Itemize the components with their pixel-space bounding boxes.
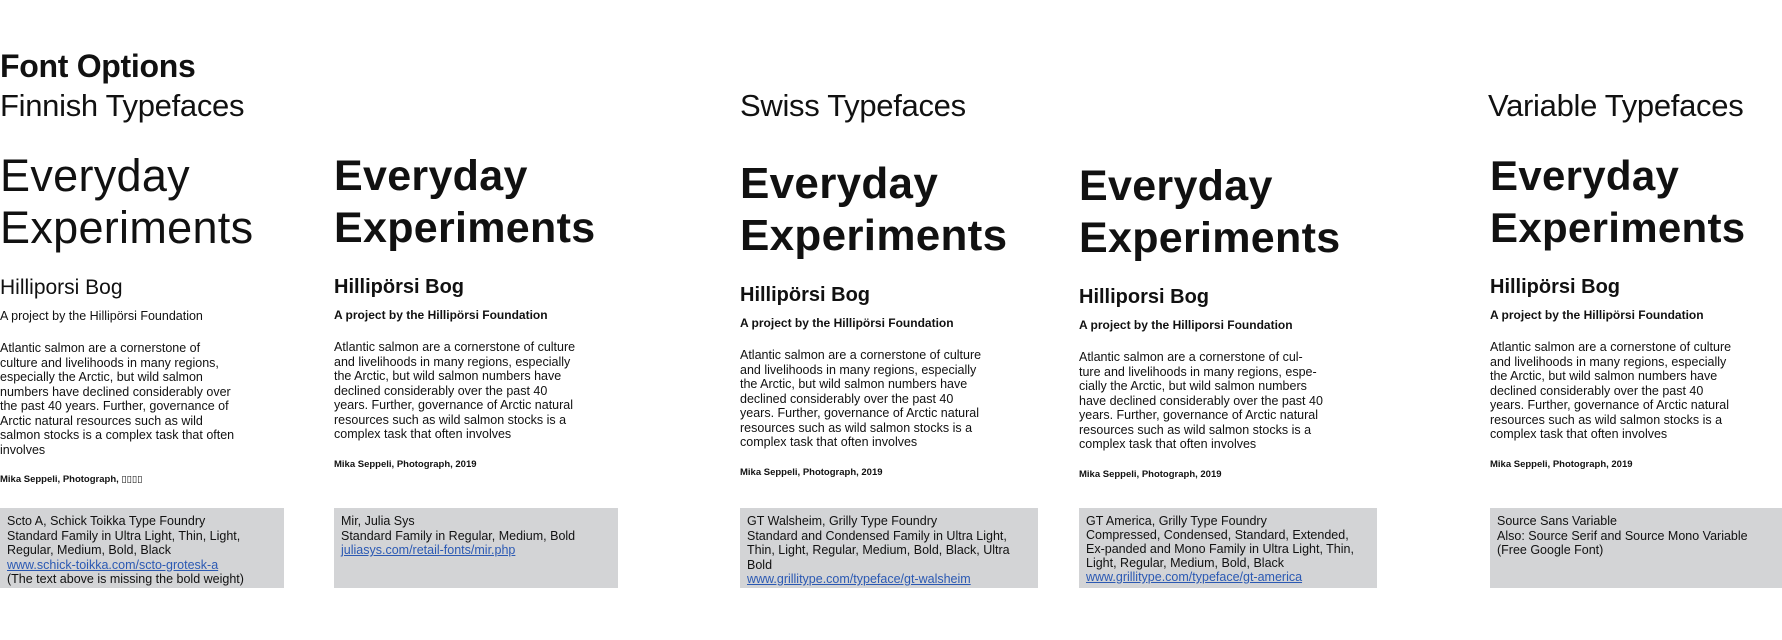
info-note: (The text above is missing the bold weight) xyxy=(7,572,244,586)
info-foundry: Scto A, Schick Toikka Type Foundry xyxy=(7,514,206,528)
info-family: Standard Family in Regular, Medium, Bold xyxy=(341,528,576,543)
info-foundry: Mir, Julia Sys xyxy=(341,514,415,528)
info-box-scto xyxy=(0,508,284,588)
headline-line-2: Experiments xyxy=(740,211,1008,260)
headline-line-1: Everyday xyxy=(740,159,939,208)
sample-subtitle: A project by the Hillipörsi Foundation xyxy=(0,309,203,323)
info-foundry: GT Walsheim, Grilly Type Foundry xyxy=(747,514,938,528)
info-box-mir xyxy=(334,508,618,588)
headline-line-2: Experiments xyxy=(1490,204,1746,251)
group-label-swiss: Swiss Typefaces xyxy=(740,88,966,123)
sample-body-text: Atlantic salmon are a cornerstone of culture and livelihoods in many regions, especially the Arctic, but wild salmon numbers have declined considerably over the past 40 years. Further, governance of Arctic natural resources such as wild salmon stocks is a complex task that often involves xyxy=(740,348,982,449)
sample-headline xyxy=(1490,150,1750,254)
sample-project-title: Hillipörsi Bog xyxy=(740,284,870,306)
sample-body-text: Atlantic salmon are a cornerstone of culture and livelihoods in many regions, especially the Arctic, but wild salmon numbers have declined considerably over the past 40 years. Further, governance of Arctic natural resources such as wild salmon stocks is a complex task that often involves xyxy=(1490,340,1732,441)
headline-line-2: Experiments xyxy=(334,204,596,252)
info-box-source-sans xyxy=(1490,508,1782,588)
info-note: (Free Google Font) xyxy=(1497,543,1604,557)
sample-subtitle: A project by the Hilliporsi Foundation xyxy=(1079,318,1293,332)
info-box-gt-walsheim xyxy=(740,508,1038,588)
font-sample-source-sans xyxy=(1490,150,1750,470)
sample-body-text: Atlantic salmon are a cornerstone of culture and livelihoods in many regions, especially the Arctic, but wild salmon numbers have declined considerably over the past 40 years. Further, governance of Arctic natural resources such as wild salmon stocks is a complex task that often involves xyxy=(0,341,235,457)
sample-project-title: Hillipörsi Bog xyxy=(1490,276,1620,298)
font-sample-gt-america xyxy=(1079,160,1349,480)
info-family: Also: Source Serif and Source Mono Variable xyxy=(1497,528,1748,543)
sample-caption: Mika Seppeli, Photograph, 2019 xyxy=(334,458,477,470)
sample-body-text: Atlantic salmon are a cornerstone of cul-ture and livelihoods in many regions, espe-cially the Arctic, but wild salmon numbers have declined considerably over the past 40 years. Further, governance of Arctic natural resources such as wild salmon stocks is a complex task that often involves xyxy=(1079,350,1323,451)
sample-caption: Mika Seppeli, Photograph, 2019 xyxy=(1490,458,1633,470)
info-family: Standard and Condensed Family in Ultra Light, Thin, Light, Regular, Medium, Bold, Black, Ultra Bold xyxy=(747,528,1010,572)
sample-project-title: Hilliporsi Bog xyxy=(1079,286,1209,308)
headline-line-1: Everyday xyxy=(1079,162,1273,210)
headline-line-1: Everyday xyxy=(334,152,528,200)
info-link[interactable]: juliasys.com/retail-fonts/mir.php xyxy=(341,543,516,557)
sample-headline xyxy=(740,158,1008,262)
sample-project-title: Hillipörsi Bog xyxy=(334,276,464,298)
info-font-name: Source Sans Variable xyxy=(1497,514,1617,528)
sample-subtitle: A project by the Hillipörsi Foundation xyxy=(334,308,548,322)
sample-caption: Mika Seppeli, Photograph, ▯▯▯▯ xyxy=(0,474,143,485)
sample-headline xyxy=(0,150,254,254)
sample-subtitle: A project by the Hillipörsi Foundation xyxy=(1490,308,1704,322)
sample-caption: Mika Seppeli, Photograph, 2019 xyxy=(1079,468,1222,480)
sample-subtitle: A project by the Hillipörsi Foundation xyxy=(740,316,954,330)
headline-line-1: Everyday xyxy=(1490,152,1680,199)
sample-headline xyxy=(334,150,596,254)
sample-caption: Mika Seppeli, Photograph, 2019 xyxy=(740,466,883,478)
info-link[interactable]: www.grillitype.com/typeface/gt-walsheim xyxy=(747,572,971,586)
headline-line-2: Experiments xyxy=(1079,214,1341,262)
info-box-gt-america xyxy=(1079,508,1377,588)
sample-headline xyxy=(1079,160,1349,264)
info-foundry: GT America, Grilly Type Foundry xyxy=(1086,514,1267,528)
info-link[interactable]: www.grillitype.com/typeface/gt-america xyxy=(1086,570,1303,584)
headline-line-1: Everyday xyxy=(0,150,190,201)
page-title: Font Options xyxy=(0,48,196,84)
font-sample-gt-walsheim xyxy=(740,158,1008,478)
info-family: Standard Family in Ultra Light, Thin, Light, Regular, Medium, Bold, Black xyxy=(7,528,241,557)
font-sample-scto xyxy=(0,150,254,485)
info-family: Compressed, Condensed, Standard, Extended, Ex-panded and Mono Family in Ultra Light, Thin, Light, Regular, Medium, Bold, Black xyxy=(1086,528,1354,570)
font-sample-mir xyxy=(334,150,596,470)
info-link[interactable]: www.schick-toikka.com/scto-grotesk-a xyxy=(7,557,219,572)
group-label-variable: Variable Typefaces xyxy=(1488,88,1744,123)
group-label-finnish: Finnish Typefaces xyxy=(0,88,245,123)
headline-line-2: Experiments xyxy=(0,202,254,253)
sample-project-title: Hilliporsi Bog xyxy=(0,276,123,299)
sample-body-text: Atlantic salmon are a cornerstone of culture and livelihoods in many regions, especially the Arctic, but wild salmon numbers have declined considerably over the past 40 years. Further, governance of Arctic natural resources such as wild salmon stocks is a complex task that often involves xyxy=(334,340,576,441)
